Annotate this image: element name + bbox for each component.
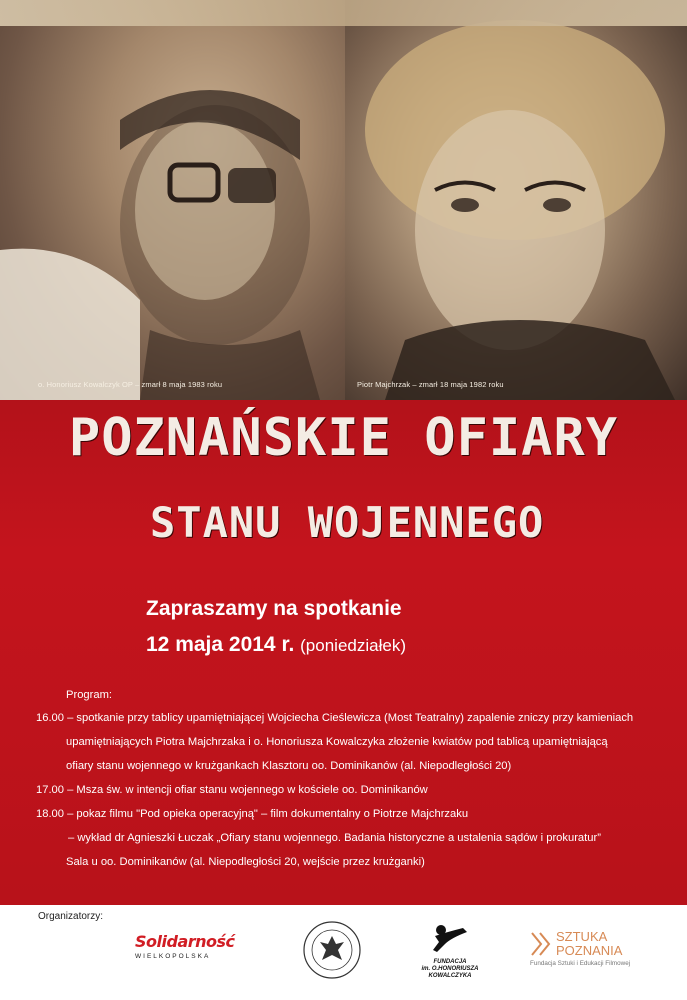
event-weekday: (poniedziałek) [300, 636, 406, 655]
solidarnosc-logo [135, 932, 255, 976]
program-heading: Program: [66, 689, 113, 701]
portrait-kowalczyk [0, 0, 345, 400]
fundacja-line-2: im. O.HONORIUSZA [421, 965, 479, 972]
event-date: 12 maja 2014 r. [146, 633, 295, 656]
sztuka-line-1: SZTUKA [556, 929, 608, 944]
eagle-seal-icon [302, 920, 362, 980]
solidarnosc-wordmark: Solidarność [135, 932, 235, 951]
solidarnosc-region: WIELKOPOLSKA [135, 953, 211, 960]
program-line: – wykład dr Agnieszki Łuczak „Ofiary stanu wojennego. Badania historyczne a ustalenia sądów i prokuratur” [68, 832, 601, 844]
sztuka-poznania-logo [530, 930, 680, 967]
torn-paper-edge [0, 0, 687, 26]
program-line: 16.00 – spotkanie przy tablicy upamiętniającej Wojciecha Cieślewicza (Most Teatralny) zapalenie zniczy przy kamieniach [36, 712, 634, 724]
title-line-1: POZNAŃSKIE OFIARY [68, 408, 619, 468]
chevron-right-icon [530, 931, 552, 957]
organizers-label: Organizatorzy: [38, 911, 104, 922]
portrait-majchrzak-drawing [345, 0, 687, 400]
caption-majchrzak: Piotr Majchrzak – zmarł 18 maja 1982 roku [357, 380, 504, 389]
title-line-2: STANU WOJENNEGO [150, 498, 545, 547]
portrait-majchrzak [345, 0, 687, 400]
caption-kowalczyk: o. Honoriusz Kowalczyk OP – zmarł 8 maja 1983 roku [38, 380, 223, 389]
program-line: 18.00 – pokaz filmu "Pod opieka operacyjną" – film dokumentalny o Piotrze Majchrzaku [36, 808, 469, 820]
fundacja-line-3: KOWALCZYKA [428, 972, 472, 979]
sztuka-subtitle: Fundacja Sztuki i Edukacji Filmowej [530, 960, 631, 968]
fundacja-kowalczyka-logo [410, 924, 490, 984]
event-date-line [146, 633, 406, 657]
running-figure-icon [427, 924, 473, 954]
fundacja-line-1: FUNDACJA [433, 959, 467, 965]
program-line: ofiary stanu wojennego w krużgankach Klasztoru oo. Dominikanów (al. Niepodległości 20) [66, 760, 512, 772]
program-line: Sala u oo. Dominikanów (al. Niepodległości 20, wejście przez krużganki) [66, 856, 425, 868]
photo-band [0, 0, 687, 400]
portrait-kowalczyk-drawing [0, 0, 345, 400]
program-line: upamiętniających Piotra Majchrzaka i o. Honoriusza Kowalczyka złożenie kwiatów pod tablicą upamiętniającą [66, 736, 608, 748]
invitation-line: Zapraszamy na spotkanie [146, 597, 402, 620]
sztuka-line-2: POZNANIA [556, 942, 623, 958]
program-line: 17.00 – Msza św. w intencji ofiar stanu wojennego w kościele oo. Dominikanów [36, 784, 428, 796]
ipn-seal-logo [302, 920, 362, 980]
